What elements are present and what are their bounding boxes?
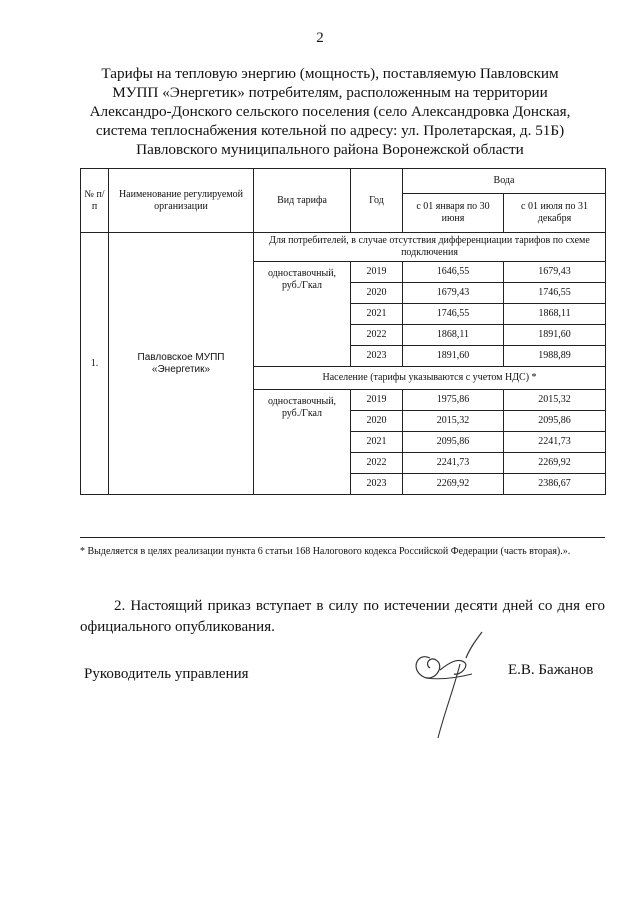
title-line: МУПП «Энергетик» потребителям, расположенным на территории: [112, 84, 548, 101]
tariff-type: одноставочный, руб./Гкал: [254, 390, 351, 495]
group-label: Для потребителей, в случае отсутствия дифференциации тарифов по схеме подключения: [254, 233, 606, 262]
year-cell: 2023: [351, 346, 403, 367]
title-line: Тарифы на тепловую энергию (мощность), поставляемую Павловским: [101, 65, 559, 82]
organization-name: Павловское МУПП «Энергетик»: [109, 233, 254, 495]
value-period-1: 2269,92: [403, 474, 504, 495]
value-period-2: 1891,60: [504, 325, 606, 346]
value-period-1: 2241,73: [403, 453, 504, 474]
year-cell: 2022: [351, 325, 403, 346]
value-period-1: 1679,43: [403, 283, 504, 304]
header-year: Год: [351, 169, 403, 233]
value-period-2: 1988,89: [504, 346, 606, 367]
year-cell: 2021: [351, 432, 403, 453]
year-cell: 2019: [351, 390, 403, 411]
value-period-1: 1746,55: [403, 304, 504, 325]
signatory-role: Руководитель управления: [84, 666, 249, 682]
value-period-2: 1868,11: [504, 304, 606, 325]
value-period-1: 1891,60: [403, 346, 504, 367]
tariff-type: одноставочный, руб./Гкал: [254, 262, 351, 367]
clause-text: 2. Настоящий приказ вступает в силу по истечении десяти дней со дня его официального опубликования.: [80, 598, 605, 635]
value-period-1: 2015,32: [403, 411, 504, 432]
document-title: [80, 64, 580, 159]
title-line: Павловского муниципального района Воронежской области: [136, 141, 524, 158]
value-period-1: 1646,55: [403, 262, 504, 283]
title-line: система теплоснабжения котельной по адресу: ул. Пролетарская, д. 51Б): [95, 122, 565, 139]
year-cell: 2022: [351, 453, 403, 474]
header-period-1: с 01 января по 30 июня: [403, 194, 504, 233]
row-number: 1.: [81, 233, 109, 495]
value-period-2: 1746,55: [504, 283, 606, 304]
title-line: Александро-Донского сельского поселения (село Александровка Донская,: [89, 103, 571, 120]
signatory-name: Е.В. Бажанов: [508, 662, 594, 678]
page-number: 2: [316, 30, 324, 46]
year-cell: 2020: [351, 411, 403, 432]
footnote: * Выделяется в целях реализации пункта 6 статьи 168 Налогового кодекса Российской Федерации (часть вторая).».: [80, 537, 605, 560]
value-period-2: 2095,86: [504, 411, 606, 432]
tariff-table: [80, 168, 606, 495]
year-cell: 2023: [351, 474, 403, 495]
value-period-1: 2095,86: [403, 432, 504, 453]
header-water: Вода: [403, 169, 606, 194]
group-label: Население (тарифы указываются с учетом НДС) *: [254, 367, 606, 390]
value-period-2: 2241,73: [504, 432, 606, 453]
year-cell: 2020: [351, 283, 403, 304]
value-period-1: 1868,11: [403, 325, 504, 346]
value-period-2: 2386,67: [504, 474, 606, 495]
value-period-2: 2015,32: [504, 390, 606, 411]
value-period-2: 2269,92: [504, 453, 606, 474]
year-cell: 2019: [351, 262, 403, 283]
header-number: № п/п: [81, 169, 109, 233]
year-cell: 2021: [351, 304, 403, 325]
value-period-1: 1975,86: [403, 390, 504, 411]
signature-image: [400, 618, 510, 748]
header-period-2: с 01 июля по 31 декабря: [504, 194, 606, 233]
header-tariff-type: Вид тарифа: [254, 169, 351, 233]
value-period-2: 1679,43: [504, 262, 606, 283]
header-organization: Наименование регулируемой организации: [109, 169, 254, 233]
